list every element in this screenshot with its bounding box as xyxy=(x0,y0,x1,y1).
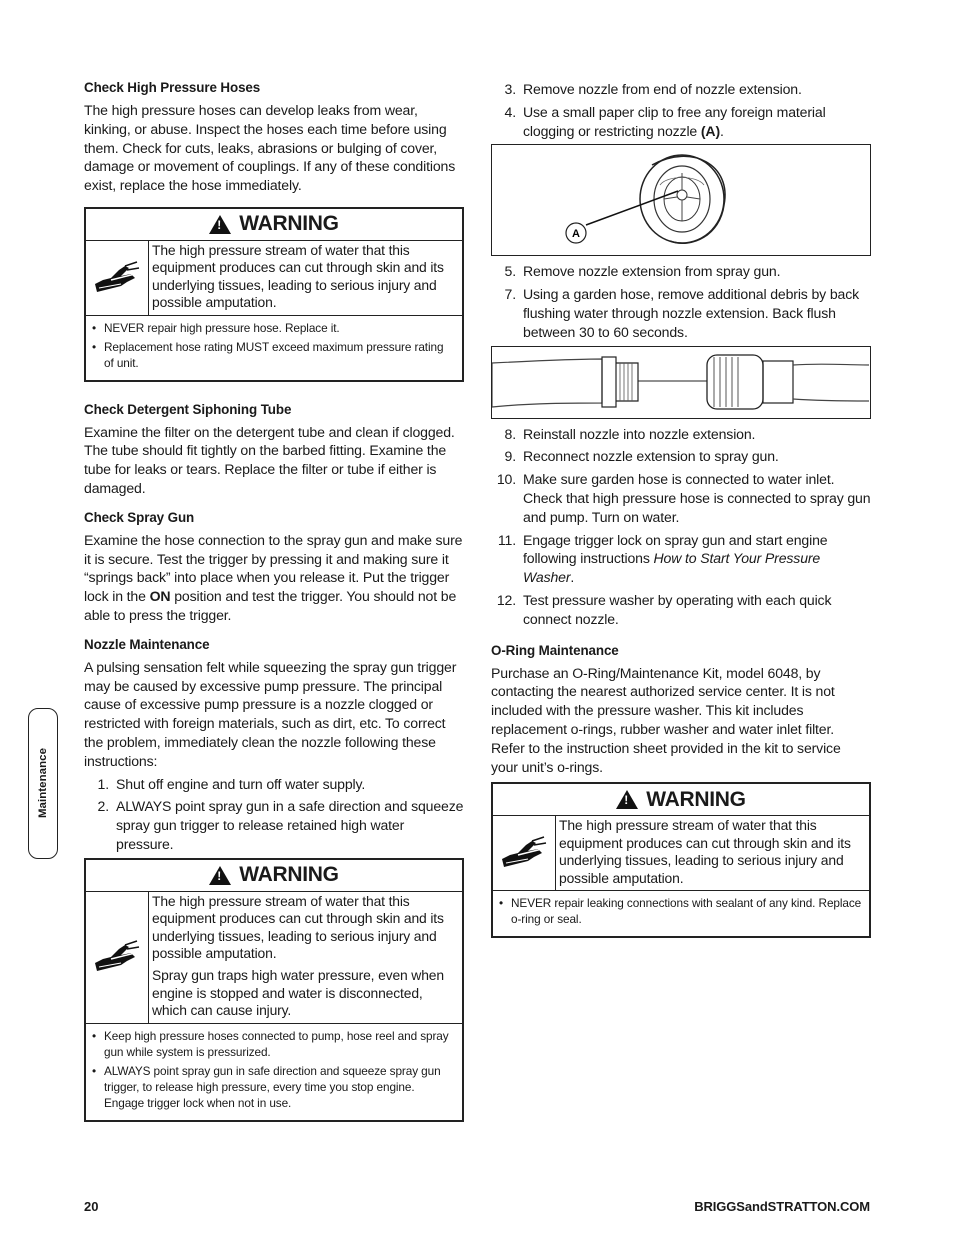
hand-injection-hazard-icon xyxy=(86,241,149,315)
list-item: 1. Shut off engine and turn off water supply. xyxy=(97,775,366,792)
warning-box-3 xyxy=(491,782,871,938)
list-item: 10. Make sure garden hose is connected to water inlet. Check that high pressure hose is connected to spray gun and pump. Turn on water. xyxy=(496,471,871,525)
hand-injection-hazard-icon xyxy=(86,892,149,1023)
warning-text: The high pressure stream of water that this equipment produces can cut through skin and its underlying tissues, leading to serious injury and possible amputation. xyxy=(152,241,444,311)
section-title-siphon: Check Detergent Siphoning Tube xyxy=(84,401,292,417)
list-item: • Replacement hose rating MUST exceed maximum pressure rating of unit. xyxy=(92,339,444,370)
list-item: • ALWAYS point spray gun in safe direction and squeeze spray gun trigger, to release high pressure, every time you stop engine. Engage trigger lock when not in use. xyxy=(92,1063,441,1110)
section-title-nozzle: Nozzle Maintenance xyxy=(84,636,210,652)
nozzle-steps-continued xyxy=(491,80,871,140)
warning-triangle-icon: ! xyxy=(209,215,231,234)
warning-bullets xyxy=(86,1024,462,1120)
warning-text: The high pressure stream of water that this equipment produces can cut through skin and its underlying tissues, leading to serious injury and possible amputation. Spray gun traps high water pressure, even when engine is stopped and water is disconnected, which can cause injury. xyxy=(152,892,444,1019)
list-item: 7. Using a garden hose, remove additional debris by back flushing water through nozzle extension. Back flush between 30 to 60 seconds. xyxy=(504,286,859,340)
warning-triangle-icon: ! xyxy=(209,866,231,885)
warning-title: WARNING xyxy=(239,212,339,236)
list-item: 2. ALWAYS point spray gun in a safe direction and squeeze spray gun trigger to release retained high water pressure. xyxy=(97,798,464,852)
side-tab-label: Maintenance xyxy=(37,747,49,819)
nozzle-steps-8-12 xyxy=(491,425,871,629)
footer-website: BRIGGSandSTRATTON.COM xyxy=(694,1199,870,1214)
list-item: • NEVER repair leaking connections with sealant of any kind. Replace o-ring or seal. xyxy=(499,895,862,926)
nozzle-steps xyxy=(84,775,464,854)
nozzle-extension-figure xyxy=(491,346,871,419)
warning-header xyxy=(86,209,462,241)
spray-gun-paragraph: Examine the hose connection to the spray gun and make sure it is secure. Test the trigger by pressing it and making sure it “springs back” into place when you release it. Put the trigger lock in the ON position and test the trigger. You should not be able to press the trigger. xyxy=(84,531,463,623)
warning-box-2 xyxy=(84,858,464,1122)
page-number: 20 xyxy=(84,1199,99,1214)
list-item: • NEVER repair high pressure hose. Replace it. xyxy=(92,320,340,335)
nozzle-paragraph: A pulsing sensation felt while squeezing the spray gun trigger may be caused by excessive pump pressure. The principal cause of excessive pump pressure is a nozzle clogged or restricted with foreign materials, such as dirt, etc. To correct the problem, immediately clean the nozzle following these instructions: xyxy=(84,658,457,769)
section-title-spray-gun: Check Spray Gun xyxy=(84,509,195,525)
nozzle-steps-5-7 xyxy=(491,262,871,341)
list-item: 5. Remove nozzle extension from spray gun. xyxy=(504,263,781,280)
section-title-hoses: Check High Pressure Hoses xyxy=(84,80,261,95)
warning-bullets xyxy=(86,316,462,380)
siphon-paragraph: Examine the filter on the detergent tube and clean if clogged. The tube should fit tightly on the barbed fitting. Examine the tube for leaks or tears. Replace the filter or tube if either is damaged. xyxy=(84,423,455,496)
warning-bullets xyxy=(493,891,869,936)
warning-header xyxy=(493,784,869,816)
list-item: 3. Remove nozzle from end of nozzle extension. xyxy=(504,81,802,97)
list-item: 9. Reconnect nozzle extension to spray gun. xyxy=(504,448,779,465)
callout-a: A xyxy=(572,228,580,241)
list-item: • Keep high pressure hoses connected to pump, hose reel and spray gun while system is pressurized. xyxy=(92,1028,449,1059)
warning-header xyxy=(86,860,462,892)
warning-title: WARNING xyxy=(646,787,746,811)
hoses-paragraph: The high pressure hoses can develop leaks from wear, kinking, or abuse. Inspect the hoses each time before using them. Check for cuts, leaks, abrasions or bulging of cover, damage or movement of couplings. If any of these conditions exist, replace the hose immediately. xyxy=(84,102,456,194)
left-column xyxy=(84,80,464,1136)
oring-paragraph: Purchase an O-Ring/Maintenance Kit, model 6048, by contacting the nearest authorized service center. It is not included with the pressure washer. This kit includes replacement o-rings, rubber washer and water inlet filter. Refer to the instruction sheet provided in the kit to service your unit’s o-rings. xyxy=(491,664,841,775)
right-column xyxy=(491,80,871,952)
warning-triangle-icon: ! xyxy=(616,790,638,809)
list-item: 11. Engage trigger lock on spray gun and start engine following instructions How to Start Your Pressure Washer. xyxy=(497,531,828,586)
warning-title: WARNING xyxy=(239,863,339,887)
list-item: 8. Reinstall nozzle into nozzle extension. xyxy=(504,425,756,442)
warning-text: The high pressure stream of water that this equipment produces can cut through skin and its underlying tissues, leading to serious injury and possible amputation. xyxy=(559,817,851,886)
hand-injection-hazard-icon xyxy=(493,816,556,890)
list-item: 12. Test pressure washer by operating with each quick connect nozzle. xyxy=(496,591,832,627)
nozzle-figure xyxy=(491,144,871,256)
section-title-oring: O-Ring Maintenance xyxy=(491,642,619,658)
list-item: 4. Use a small paper clip to free any foreign material clogging or restricting nozzle (A). xyxy=(504,103,826,139)
warning-box-1 xyxy=(84,207,464,382)
